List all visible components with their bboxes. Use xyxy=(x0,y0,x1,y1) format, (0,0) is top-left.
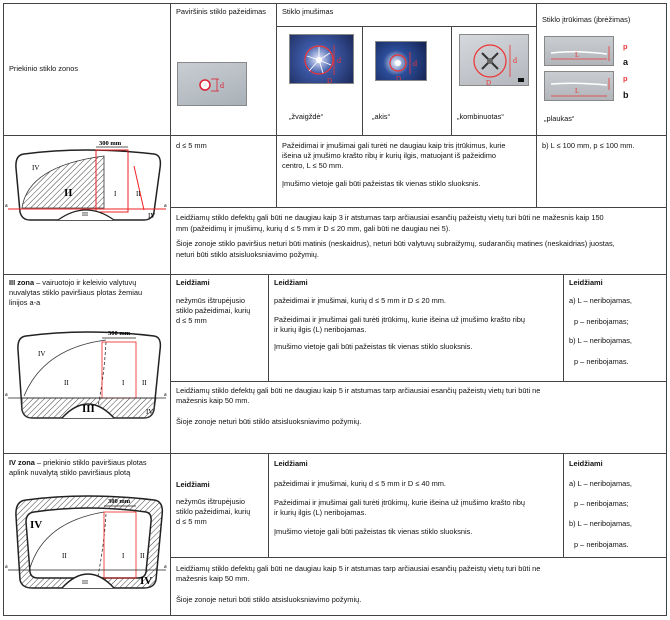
zone4-title-bold: IV zona xyxy=(9,458,35,467)
zone3-diagram-cell xyxy=(3,274,171,454)
zone4-note-cell xyxy=(170,557,667,616)
zone4-impact-line4: Įmušimo vietoje gali būti pažeistas tik vienas stiklo sluoksnis. xyxy=(274,527,473,536)
zone3-IV-right: IV xyxy=(146,408,154,416)
zone3-title-line3: linijos a-a xyxy=(9,298,41,307)
crack-b-label: b xyxy=(623,90,629,100)
header-impacts-cell xyxy=(276,3,537,136)
zone3-a-right: a xyxy=(164,392,167,398)
zone3-note-cell xyxy=(170,381,667,454)
zone4-scratch-b2: p – neribojamas. xyxy=(574,540,629,549)
zone12-scratch-text: b) L ≤ 100 mm, p ≤ 100 mm. xyxy=(542,141,635,150)
zone3-scratch-cell xyxy=(563,274,667,382)
zone4-IV-right: IV xyxy=(140,575,153,587)
crack-label: „plaukas“ xyxy=(544,114,575,123)
zone12-II-left: II xyxy=(64,187,73,199)
header-scratches-cell xyxy=(536,3,667,136)
zone12-surface-text: d ≤ 5 mm xyxy=(176,141,207,150)
zone3-impact-line4: Įmušimo vietoje gali būti pažeistas tik vienas stiklo sluoksnis. xyxy=(274,342,473,351)
star-label-d: d xyxy=(337,56,341,65)
zone12-impact-line2: išeina už įmušimo krašto ribų ir kurių ilgis, matuojant iš pažeidimo xyxy=(282,151,497,160)
crack-b-photo xyxy=(544,71,614,101)
star-impact-illustration xyxy=(290,35,354,84)
zone4-scratch-allowed: Leidžiami xyxy=(569,459,603,468)
zone3-impact-cell xyxy=(268,274,564,382)
zone12-a-right: a xyxy=(164,203,167,209)
zone4-surface-line1: nežymūs ištrupėjusio xyxy=(176,497,246,506)
zone4-impact-line2: Pažeidimai ir įmušimai gali turėti įtrūkimų, kurie išeina už įmušimo krašto ribų xyxy=(274,498,525,507)
zone3-impact-line2: Pažeidimai ir įmušimai gali turėti įtrūkimų, kurie išeina už įmušimo krašto ribų xyxy=(274,315,525,324)
zone4-impact-line3: ir kurių ilgis (L) neribojamas. xyxy=(274,508,367,517)
zone4-II-right: II xyxy=(140,552,145,560)
eye-label: „akis“ xyxy=(372,112,391,121)
surface-damage-photo xyxy=(177,62,247,106)
header-impacts-label: Stiklo įmušimas xyxy=(282,7,334,16)
zone4-III: III xyxy=(82,580,88,586)
zone3-II-left: II xyxy=(64,379,69,387)
zone4-note-line2: mažesnis kaip 50 mm. xyxy=(176,574,250,583)
zone12-impact-line4: Įmušimo vietoje gali būti pažeistas tik vienas stiklo sluoksnis. xyxy=(282,179,481,188)
zone4-II-left: II xyxy=(62,552,67,560)
zone3-impact-line1: pažeidimai ir įmušimai, kurių d ≤ 5 mm ir D ≤ 20 mm. xyxy=(274,296,446,305)
zone12-scratch-cell xyxy=(536,135,667,208)
zone12-windshield-diagram xyxy=(4,138,170,228)
zone4-surface-line3: d ≤ 5 mm xyxy=(176,517,207,526)
zone3-impact-allowed: Leidžiami xyxy=(274,278,308,287)
header-zones-label: Priekinio stiklo zonos xyxy=(9,64,79,73)
zone12-impact-cell xyxy=(276,135,537,208)
zone4-a-left: a xyxy=(5,564,8,570)
crack-b-illustration xyxy=(545,72,614,101)
zone3-impact-line3: ir kurių ilgis (L) neribojamas. xyxy=(274,325,367,334)
zone3-surface-allowed: Leidžiami xyxy=(176,278,210,287)
zone3-note-line3: Šioje zonoje neturi būti stiklo atsisluoksniavimo požymių. xyxy=(176,417,362,426)
zone3-IV: IV xyxy=(38,350,46,358)
surface-damage-illustration xyxy=(178,63,247,106)
zone12-dim: 300 mm xyxy=(99,140,122,147)
zone12-I: I xyxy=(114,190,117,198)
star-impact-photo xyxy=(289,34,354,84)
zone4-windshield-diagram xyxy=(4,488,170,598)
zone3-scratch-a: a) L – neribojamas, xyxy=(569,296,632,305)
zone3-surface-cell xyxy=(170,274,269,382)
zone3-III: III xyxy=(82,403,95,415)
zone4-impact-line1: pažeidimai ir įmušimai, kurių d ≤ 5 mm ir D ≤ 40 mm. xyxy=(274,479,446,488)
combined-label-D: D xyxy=(486,79,492,86)
zone3-title-line1: – vairuotojo ir keleivio valytuvų xyxy=(34,278,137,287)
zone4-scratch-a: a) L – neribojamas, xyxy=(569,479,632,488)
zone12-surface-cell xyxy=(170,135,277,208)
zone4-impact-allowed: Leidžiami xyxy=(274,459,308,468)
zone3-a-left: a xyxy=(5,392,8,398)
crack-b-p: p xyxy=(623,74,628,83)
zone3-title-bold: III zona xyxy=(9,278,35,287)
combined-label-d: d xyxy=(513,56,517,65)
zone12-III: III xyxy=(82,212,88,218)
zone4-IV: IV xyxy=(30,519,43,531)
zone3-surface-line3: d ≤ 5 mm xyxy=(176,316,207,325)
zone12-II-right: II xyxy=(136,190,141,198)
zone3-surface-line1: nežymūs ištrupėjusio xyxy=(176,296,246,305)
zone3-title-line2: nuvalytas stiklo paviršiaus plotas žemiau xyxy=(9,288,143,297)
zone3-scratch-b: b) L – neribojamas, xyxy=(569,336,632,345)
zone4-note-line1: Leidžiamų stiklo defektų gali būti ne daugiau kaip 5 ir atstumas tarp arčiausiai esančių pažeistų vietų turi būti ne xyxy=(176,564,541,573)
combined-impact-photo xyxy=(459,34,529,86)
crack-a-label-L: L xyxy=(575,51,580,59)
zone3-note-line2: mažesnis kaip 50 mm. xyxy=(176,396,250,405)
zone4-surface-line2: stiklo pažeidimai, kurių xyxy=(176,507,251,516)
eye-label-d: d xyxy=(413,59,417,68)
zone4-diagram-cell xyxy=(3,453,171,616)
zone12-IV-right: IV xyxy=(148,212,156,220)
zone4-title-line2: aplink nuvalytą stiklo paviršiaus plotą xyxy=(9,468,131,477)
zone3-scratch-b2: p – neribojamas. xyxy=(574,357,629,366)
zone4-scratch-cell xyxy=(563,453,667,558)
zone12-diagram-cell xyxy=(3,135,171,275)
zone4-surface-cell xyxy=(170,453,269,558)
zone4-scratch-b: b) L – neribojamas, xyxy=(569,519,632,528)
zone3-dim: 300 mm xyxy=(108,330,131,337)
zone12-impact-line3: centro, L ≤ 50 mm. xyxy=(282,161,344,170)
zone4-I: I xyxy=(122,552,125,560)
zone3-scratch-a2: p – neribojamas; xyxy=(574,317,629,326)
star-label: „žvaigždė“ xyxy=(289,112,324,121)
zone3-I: I xyxy=(122,379,125,387)
eye-label-D: D xyxy=(396,75,402,81)
zone12-IV: IV xyxy=(32,164,40,172)
zone12-note-line4: neturi būti stiklo atsisluoksniavimo požymių. xyxy=(176,250,319,259)
zone4-note-line3: Šioje zonoje neturi būti stiklo atsisluoksniavimo požymių. xyxy=(176,595,362,604)
combined-impact-illustration xyxy=(460,35,529,86)
zone12-note-line1: Leidžiamų stiklo defektų gali būti ne daugiau kaip 3 ir atstumas tarp arčiausiai esančių pažeistų vietų turi būti ne mažesnis kaip 150 xyxy=(176,213,604,222)
header-scratches-label: Stiklo įtrūkimas (įbrėžimas) xyxy=(542,15,631,24)
header-surface-label: Paviršinis stiklo pažeidimas xyxy=(176,7,266,16)
zone3-windshield-diagram xyxy=(4,320,170,430)
zone4-impact-cell xyxy=(268,453,564,558)
zone4-dim: 300 mm xyxy=(108,498,131,505)
glass-defects-table xyxy=(3,3,667,616)
crack-a-photo xyxy=(544,36,614,66)
zone3-scratch-allowed: Leidžiami xyxy=(569,278,603,287)
surface-label-d: d xyxy=(220,81,224,90)
zone3-II-right: II xyxy=(142,379,147,387)
crack-b-label-L: L xyxy=(575,87,580,95)
combined-label: „kombinuotas“ xyxy=(457,112,504,121)
zone4-scratch-a2: p – neribojamas; xyxy=(574,499,629,508)
zone3-note-line1: Leidžiamų stiklo defektų gali būti ne daugiau kaip 5 ir atstumas tarp arčiausiai esančių pažeistų vietų turi būti ne xyxy=(176,386,541,395)
header-zones-cell xyxy=(3,3,171,136)
crack-a-p: p xyxy=(623,42,628,51)
zone12-impact-line1: Pažeidimai ir įmušimai gali turėti ne daugiau kaip tris įtrūkimus, kurie xyxy=(282,141,506,150)
zone12-note-line3: Šioje zonoje stiklo paviršius neturi būti matinis (neskaidrus), neturi būti valytuvų subraižymų, sudarančių matines (neskaidrias) juostas, xyxy=(176,239,615,248)
zone4-title-line1: – priekinio stiklo paviršiaus plotas xyxy=(34,458,147,467)
zone12-note-line2: mm (pažeidimų ir įmušimų, kurių d ≤ 5 mm ir D ≤ 20 mm, gali būti ne daugiau nei 5). xyxy=(176,224,451,233)
eye-impact-photo xyxy=(375,41,427,81)
zone12-note-cell xyxy=(170,207,667,275)
crack-a-label: a xyxy=(623,57,629,67)
eye-impact-illustration xyxy=(376,42,427,81)
crack-a-illustration xyxy=(545,37,614,66)
zone3-surface-line2: stiklo pažeidimai, kurių xyxy=(176,306,251,315)
header-surface-cell xyxy=(170,3,277,136)
zone4-a-right: a xyxy=(164,564,167,570)
zone12-a-left: a xyxy=(5,203,8,209)
zone4-surface-allowed: Leidžiami xyxy=(176,480,210,489)
star-label-D: D xyxy=(327,77,333,84)
